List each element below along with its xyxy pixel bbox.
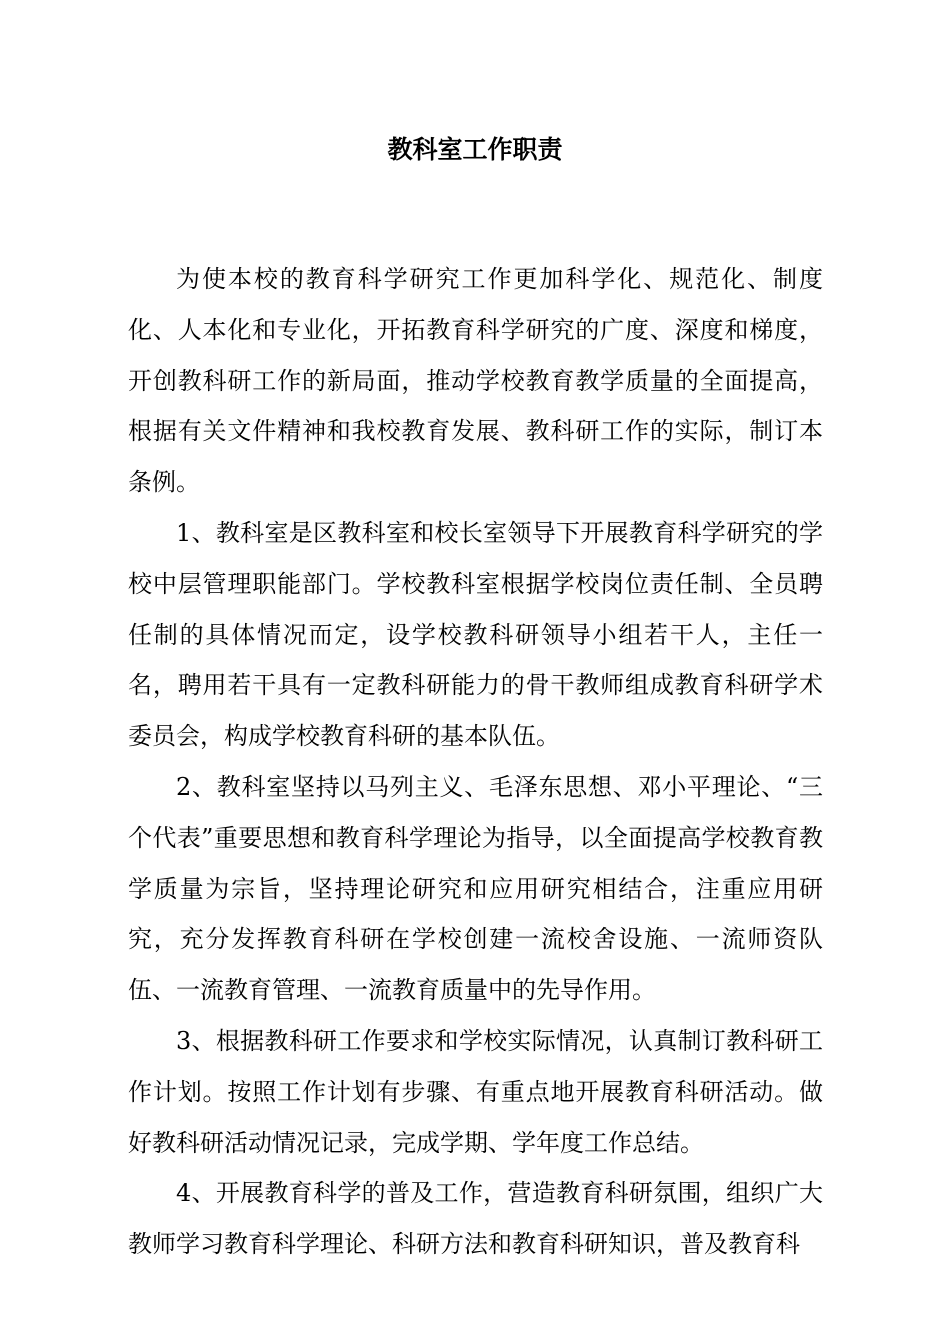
clause-3-paragraph: 3、根据教科研工作要求和学校实际情况，认真制订教科研工作计划。按照工作计划有步骤、有重点地开展教育科研活动。做好教科研活动情况记录，完成学期、学年度工作总结。 [128,1026,823,1157]
clause-4-paragraph: 4、开展教育科学的普及工作，营造教育科研氛围，组织广大教师学习教育科学理论、科研方法和教育科研知识，普及教育科 [128,1179,823,1259]
clause-2-paragraph: 2、教科室坚持以马列主义、毛泽东思想、邓小平理论、“三个代表”重要思想和教育科学理论为指导，以全面提高学校教育教学质量为宗旨，坚持理论研究和应用研究相结合，注重应用研究，充分发挥教育科研在学校创建一流校舍设施、一流师资队伍、一流教育管理、一流教育质量中的先导作用。 [128,772,823,1005]
document-title: 教科室工作职责 [387,135,563,164]
clause-1-paragraph: 1、教科室是区教科室和校长室领导下开展教育科学研究的学校中层管理职能部门。学校教科室根据学校岗位责任制、全员聘任制的具体情况而定，设学校教科研领导小组若干人，主任一名，聘用若干具有一定教科研能力的骨干教师组成教育科研学术委员会，构成学校教育科研的基本队伍。 [128,518,823,751]
intro-paragraph: 为使本校的教育科学研究工作更加科学化、规范化、制度化、人本化和专业化，开拓教育科学研究的广度、深度和梯度，开创教科研工作的新局面，推动学校教育教学质量的全面提高，根据有关文件精神和我校教育发展、教科研工作的实际，制订本条例。 [128,265,823,497]
document-body [128,254,823,1270]
